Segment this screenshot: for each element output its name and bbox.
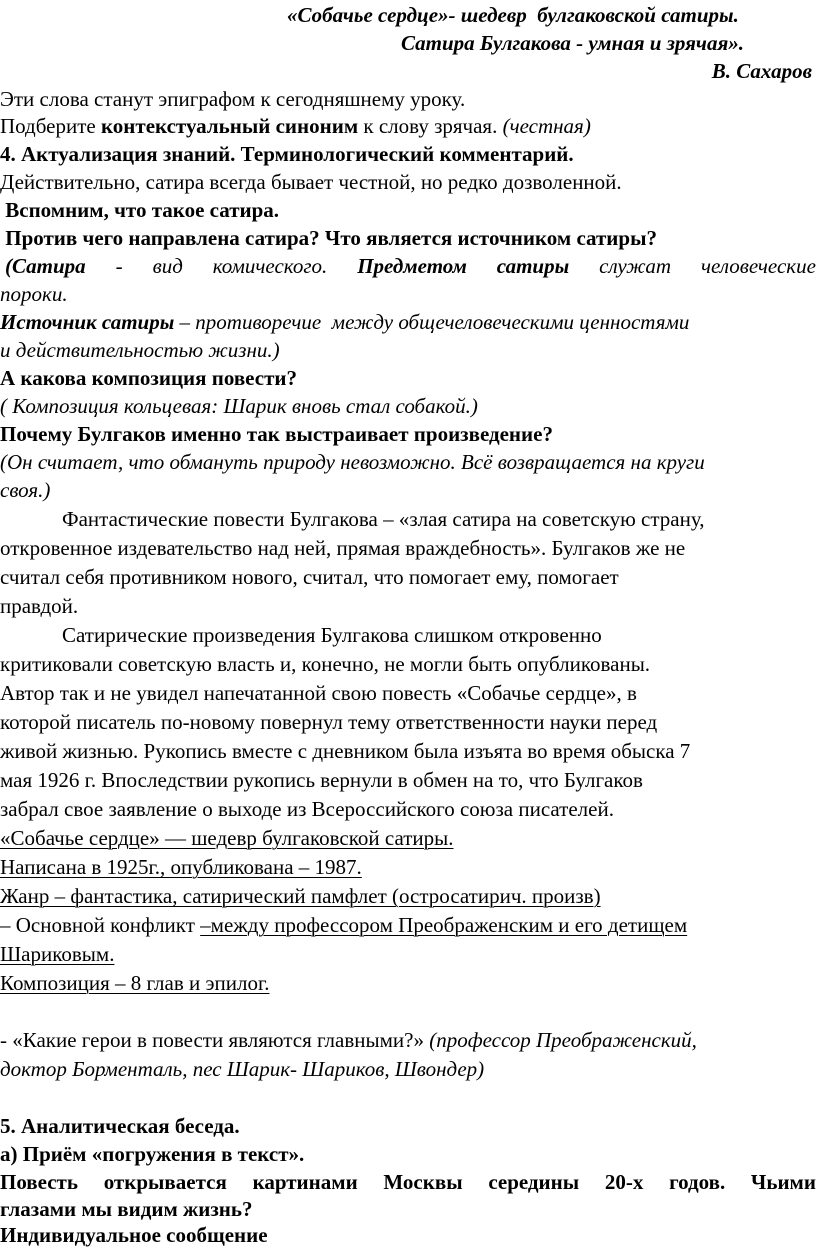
question-satire: Вспомним, что такое сатира. [0,198,280,222]
fact-genre: Жанр – фантастика, сатирический памфлет (остросатирич. произв) [0,884,601,908]
satire-source-label: Источник сатиры [0,310,175,334]
question-word: Москвы [383,1170,463,1194]
fact-conflict-label: – Основной конфликт [0,913,201,937]
def-word: служат [599,254,672,278]
def-word: - [115,254,123,278]
section-5-subheading: а) Приём «погружения в текст». [0,1142,305,1166]
paragraph-1-line: Фантастические повести Булгакова – «злая сатира на советскую страну, [62,507,705,531]
task-text-pre: Подберите [0,114,101,138]
question-composition: А какова композиция повести? [0,366,297,390]
satire-definition-line-4: и действительностью жизни.) [0,338,280,362]
paragraph-2-line: которой писатель по-новому повернул тему ответственности науки перед [0,710,658,734]
epigraph-note: Эти слова станут эпиграфом к сегодняшнему уроку. [0,87,466,111]
fact-conflict [0,912,687,939]
satire-definition-line-2: пороки. [0,282,68,306]
def-word: вид [152,254,183,278]
heroes-answer-2: доктор Борменталь, пес Шарик- Шариков, Швондер) [0,1057,485,1081]
heroes-answer-1: (профессор Преображенский, [429,1028,697,1052]
question-word: картинами [252,1170,358,1194]
answer-why-line-1: (Он считает, что обмануть природу невозможно. Всё возвращается на круги [0,450,705,474]
section-5-question-line-2: глазами мы видим жизнь? [0,1197,253,1221]
question-satire-source: Против чего направлена сатира? Что является источником сатиры? [0,226,657,250]
paragraph-2-line: критиковали советскую власть и, конечно, не могли быть опубликованы. [0,652,651,676]
paragraph-1-line: откровенное издевательство над ней, прямая враждебность». Булгаков же не [0,536,686,560]
epigraph-author: В. Сахаров [711,59,812,83]
def-word: (Сатира [5,254,86,278]
question-word: середины [488,1170,580,1194]
fact-composition: Композиция – 8 глав и эпилог. [0,971,270,995]
task-answer: (честная) [502,114,591,138]
individual-report: Индивидуальное сообщение [0,1223,268,1247]
paragraph-1-line: считал себя противником нового, считал, что помогает ему, помогает [0,565,619,589]
synonym-task [0,113,591,140]
def-word: комического. [212,254,328,278]
paragraph-1-line: правдой. [0,594,79,618]
paragraph-2-line: Автор так и не увидел напечатанной свою повесть «Собачье сердце», в [0,681,637,705]
satire-definition-line-1 [5,253,816,280]
section-4-paragraph: Действительно, сатира всегда бывает честной, но редко дозволенной. [0,170,622,194]
heroes-question-text: - «Какие герои в повести являются главными?» [0,1028,430,1052]
section-4-heading: 4. Актуализация знаний. Терминологический комментарий. [0,142,574,166]
question-word: годов. [669,1170,726,1194]
question-word: Чьими [750,1170,816,1194]
task-term: контекстуальный синоним [100,114,359,138]
def-word: сатиры [496,254,570,278]
epigraph-line-1: «Собачье сердце»- шедевр булгаковской сатиры. [287,3,739,27]
epigraph-line-2: Сатира Булгакова - умная и зрячая». [401,31,745,55]
paragraph-2-line: мая 1926 г. Впоследствии рукопись вернули в обмен на то, что Булгаков [0,768,643,792]
question-word: открывается [103,1170,227,1194]
fact-conflict-line-2: Шариковым. [0,942,115,966]
fact-masterpiece: «Собачье сердце» — шедевр булгаковской сатиры. [0,826,454,850]
def-word: человеческие [701,254,816,278]
fact-dates: Написана в 1925г., опубликована – 1987. [0,855,362,879]
heroes-question [0,1027,697,1054]
question-why: Почему Булгаков именно так выстраивает произведение? [0,422,553,446]
paragraph-2-line: забрал свое заявление о выходе из Всероссийского союза писателей. [0,797,614,821]
task-text-post: к слову зрячая. [358,114,503,138]
paragraph-2-line: Сатирические произведения Булгакова слишком откровенно [62,623,602,647]
paragraph-2-line: живой жизнью. Рукопись вместе с дневником была изъята во время обыска 7 [0,739,691,763]
section-5-heading: 5. Аналитическая беседа. [0,1114,240,1138]
satire-source-line [0,309,689,336]
answer-why-line-2: своя.) [0,478,51,502]
section-5-question-line-1 [0,1169,816,1196]
def-word: Предметом [357,254,467,278]
fact-conflict-text: –между профессором Преображенским и его детищем [200,913,688,937]
answer-composition: ( Композиция кольцевая: Шарик вновь стал собакой.) [0,394,478,418]
question-word: 20-х [604,1170,644,1194]
question-word: Повесть [0,1170,78,1194]
satire-source-text: – противоречие между общечеловеческими ценностями [174,310,690,334]
